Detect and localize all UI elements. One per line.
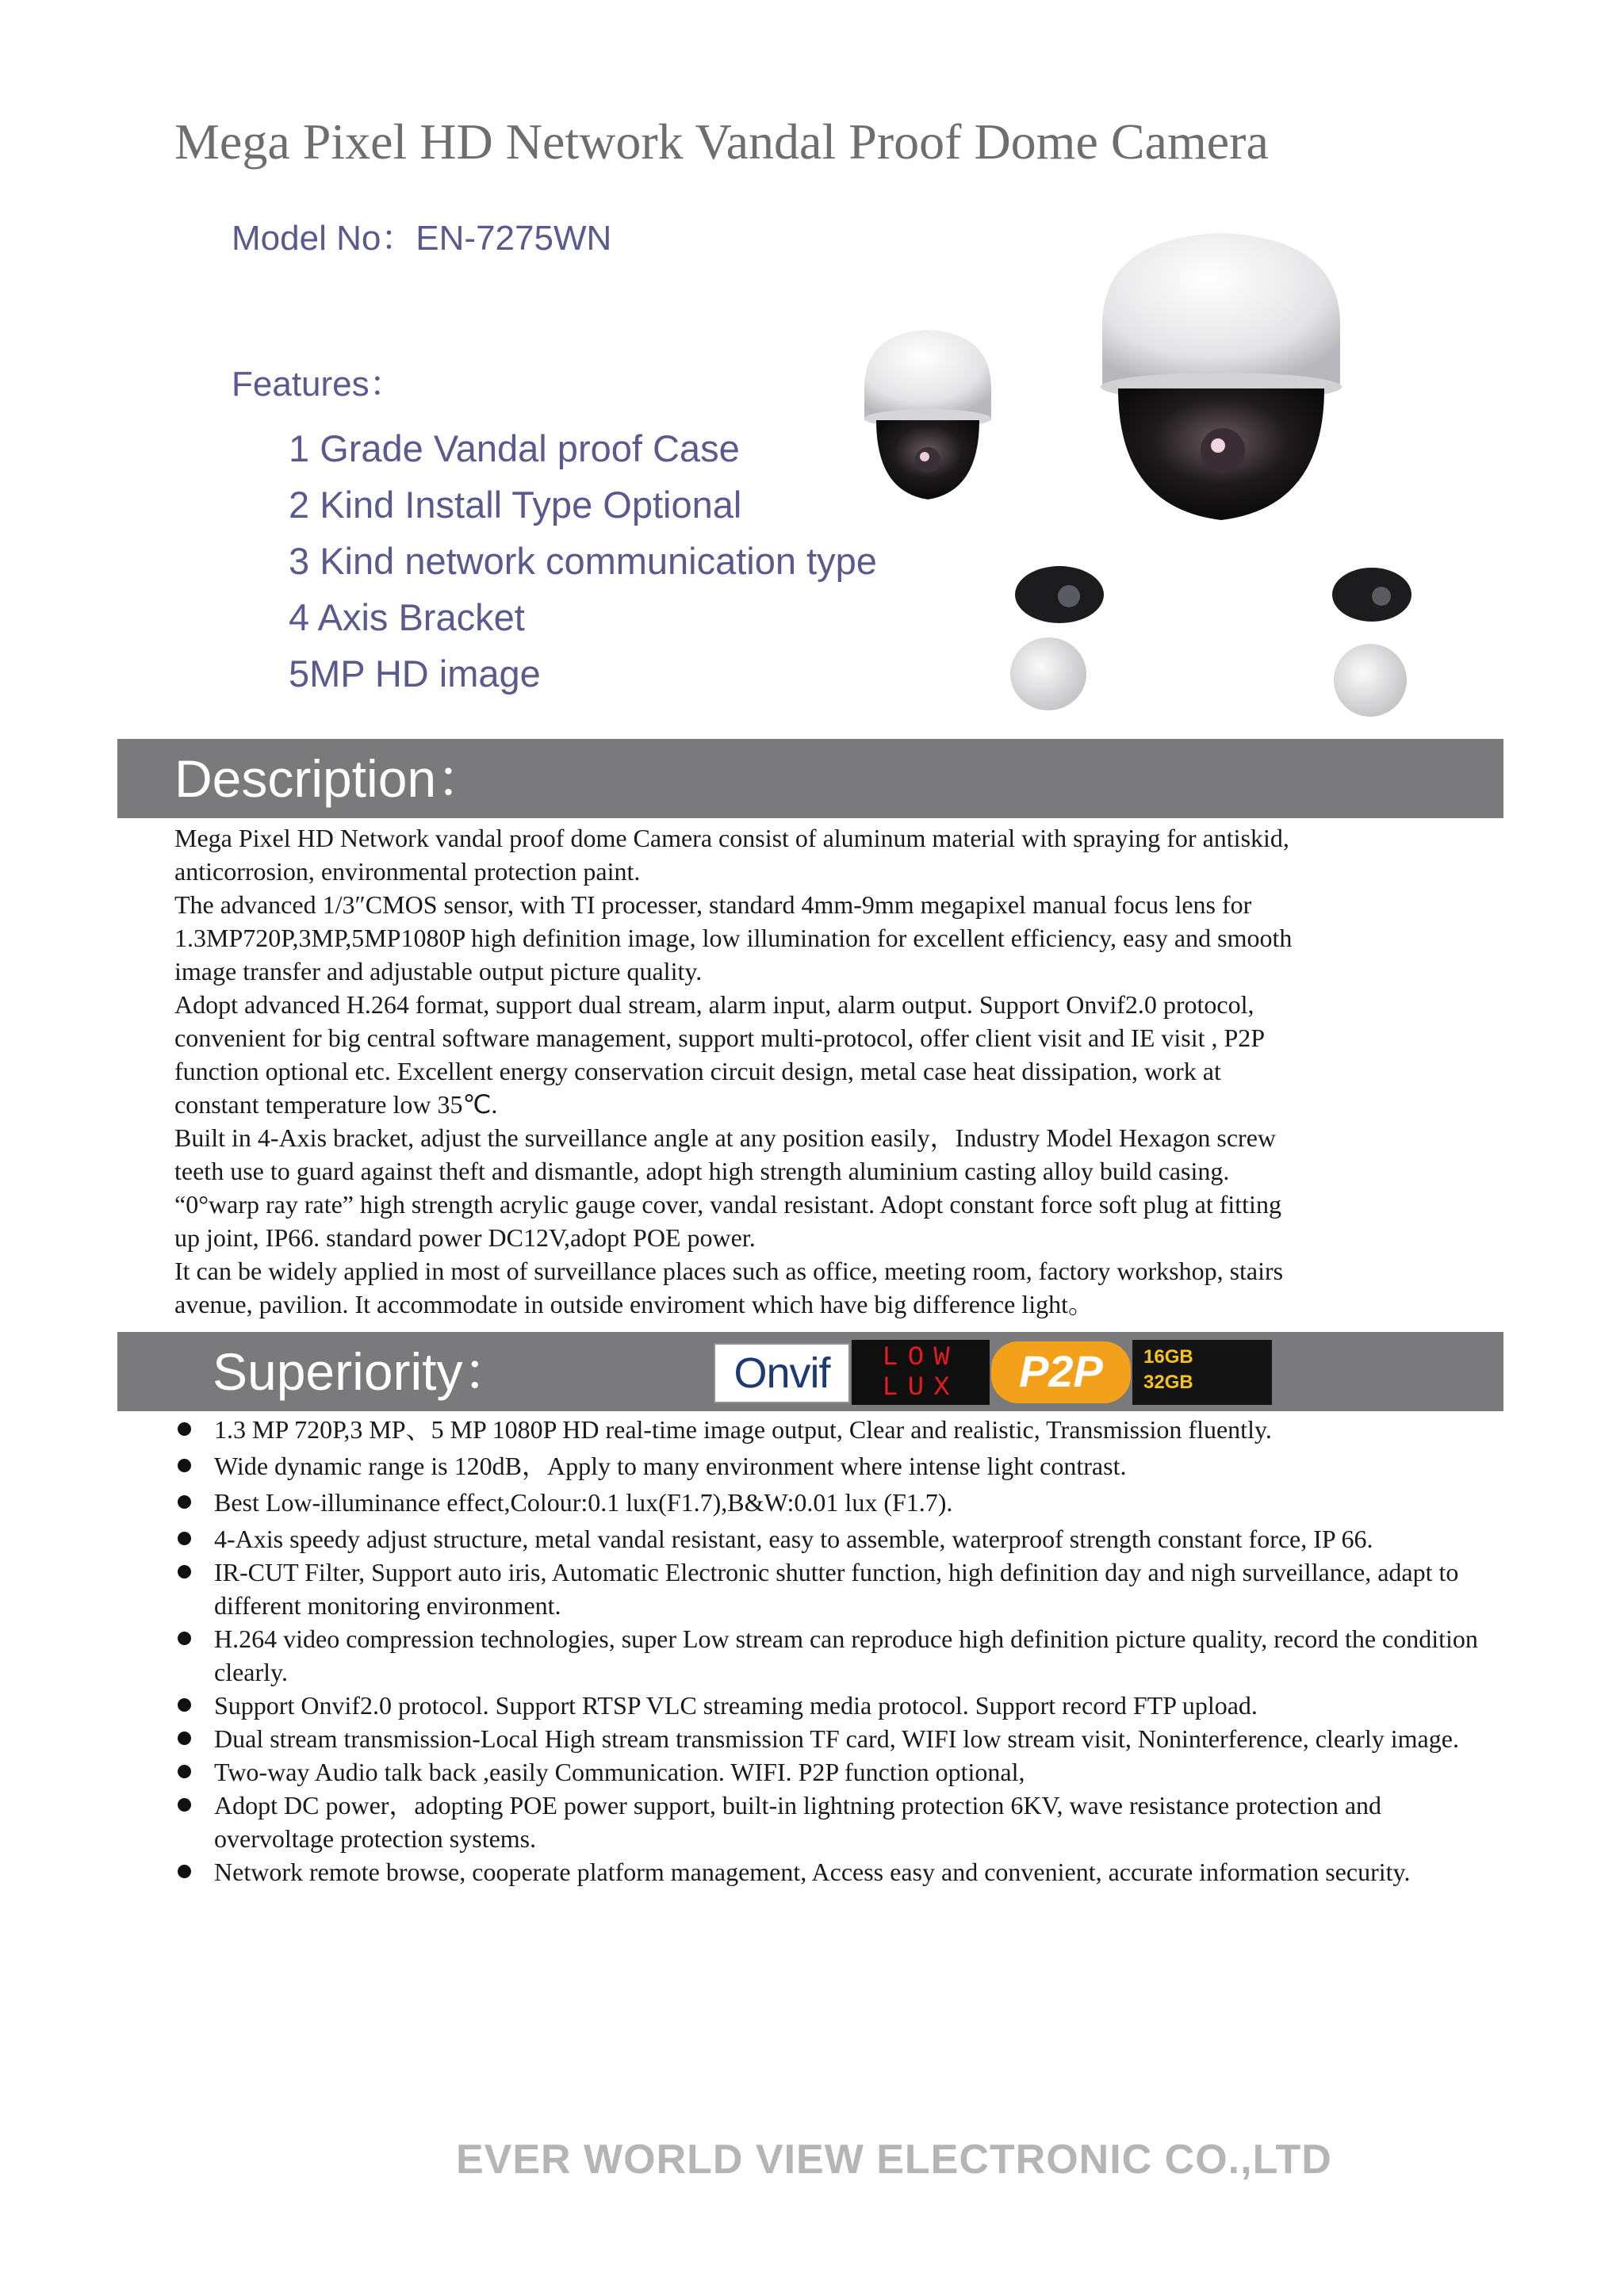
feature-item: 3 Kind network communication type: [289, 540, 877, 582]
camera-module-right: [1332, 568, 1411, 717]
feature-item: 5MP HD image: [289, 652, 541, 695]
description-heading: Description：: [174, 749, 489, 808]
large-dome-camera: [1101, 233, 1342, 520]
superiority-item: 4-Axis speedy adjust structure, metal vandal resistant, easy to assemble, waterproof strength constant force, IP 66.: [178, 1522, 1478, 1556]
company-footer: EVER WORLD VIEW ELECTRONIC CO.,LTD: [456, 2137, 1332, 2183]
description-bar: [117, 739, 1503, 818]
description-line: avenue, pavilion. It accommodate in outside enviroment which have big difference light。: [174, 1290, 1094, 1318]
superiority-item: 1.3 MP 720P,3 MP、5 MP 1080P HD real-time image output, Clear and realistic, Transmission fluently.: [178, 1413, 1478, 1446]
feature-item: 1 Grade Vandal proof Case: [289, 427, 740, 469]
superiority-item: Network remote browse, cooperate platform management, Access easy and convenient, accurate information security.: [178, 1855, 1478, 1888]
superiority-item: Dual stream transmission-Local High stream transmission TF card, WIFI low stream visit, Noninterference, clearly image.: [178, 1722, 1478, 1755]
description-line: “0°warp ray rate” high strength acrylic gauge cover, vandal resistant. Adopt constant force soft plug at fitting: [174, 1190, 1281, 1219]
description-line: teeth use to guard against theft and dismantle, adopt high strength aluminium casting alloy build casing.: [174, 1157, 1230, 1185]
page-title: Mega Pixel HD Network Vandal Proof Dome Camera: [174, 113, 1269, 170]
low-lux-logo-bottom: LUX: [882, 1373, 959, 1403]
p2p-logo: P2P: [991, 1341, 1131, 1403]
low-lux-logo: [852, 1340, 990, 1405]
description-line: It can be widely applied in most of surveillance places such as office, meeting room, factory workshop, stairs: [174, 1257, 1284, 1285]
description-text: [174, 821, 1475, 1321]
features-list: [289, 420, 877, 702]
sd-card-32gb: 32GB: [1143, 1372, 1193, 1393]
superiority-item: Support Onvif2.0 protocol. Support RTSP VLC streaming media protocol. Support record FTP upload.: [178, 1689, 1478, 1722]
feature-item: 2 Kind Install Type Optional: [289, 484, 742, 526]
model-number: Model No：EN-7275WN: [232, 219, 612, 258]
sd-card-16gb: 16GB: [1143, 1346, 1193, 1368]
description-line: The advanced 1/3″CMOS sensor, with TI processer, standard 4mm-9mm megapixel manual focus lens for: [174, 890, 1252, 919]
small-dome-camera: [864, 330, 991, 499]
feature-logos: [714, 1340, 1273, 1405]
feature-item: 4 Axis Bracket: [289, 596, 525, 638]
description-line: image transfer and adjustable output picture quality.: [174, 957, 703, 985]
sd-card-logo: [1132, 1340, 1272, 1405]
features-heading: Features：: [232, 365, 404, 404]
description-line: Mega Pixel HD Network vandal proof dome Camera consist of aluminum material with spraying for antiskid,: [174, 824, 1289, 852]
superiority-item: H.264 video compression technologies, super Low stream can reproduce high definition picture quality, record the condition clearly.: [178, 1622, 1478, 1689]
superiority-item: Wide dynamic range is 120dB，Apply to many environment where intense light contrast.: [178, 1449, 1478, 1483]
description-line: up joint, IP66. standard power DC12V,adopt POE power.: [174, 1223, 756, 1252]
description-line: convenient for big central software management, support multi-protocol, offer client visit and IE visit , P2P: [174, 1024, 1266, 1052]
description-line: constant temperature low 35℃.: [174, 1090, 498, 1119]
superiority-item: Best Low-illuminance effect,Colour:0.1 lux(F1.7),B&W:0.01 lux (F1.7).: [178, 1486, 1478, 1519]
description-line: anticorrosion, environmental protection paint.: [174, 857, 641, 886]
superiority-item: Two-way Audio talk back ,easily Communication. WIFI. P2P function optional,: [178, 1755, 1478, 1789]
low-lux-logo-top: LOW: [882, 1343, 959, 1373]
description-line: function optional etc. Excellent energy conservation circuit design, metal case heat dissipation, work at: [174, 1057, 1221, 1085]
superiority-list: [178, 1413, 1478, 1888]
superiority-item: IR-CUT Filter, Support auto iris, Automatic Electronic shutter function, high definition day and nigh surveillance, adapt to different monitoring environment.: [178, 1556, 1478, 1622]
onvif-logo: Onvif: [714, 1343, 850, 1403]
dome-camera-image: [864, 230, 1499, 721]
description-line: Built in 4-Axis bracket, adjust the surveillance angle at any position easily，Industry Model Hexagon screw: [174, 1123, 1276, 1152]
superiority-item: Adopt DC power，adopting POE power support, built-in lightning protection 6KV, wave resistance protection and overvoltage protection systems.: [178, 1789, 1478, 1855]
superiority-heading: Superiority：: [213, 1342, 515, 1401]
camera-module-left: [1010, 566, 1104, 710]
description-line: Adopt advanced H.264 format, support dual stream, alarm input, alarm output. Support Onvif2.0 protocol,: [174, 990, 1254, 1019]
description-line: 1.3MP720P,3MP,5MP1080P high definition image, low illumination for excellent efficiency, easy and smooth: [174, 924, 1293, 952]
